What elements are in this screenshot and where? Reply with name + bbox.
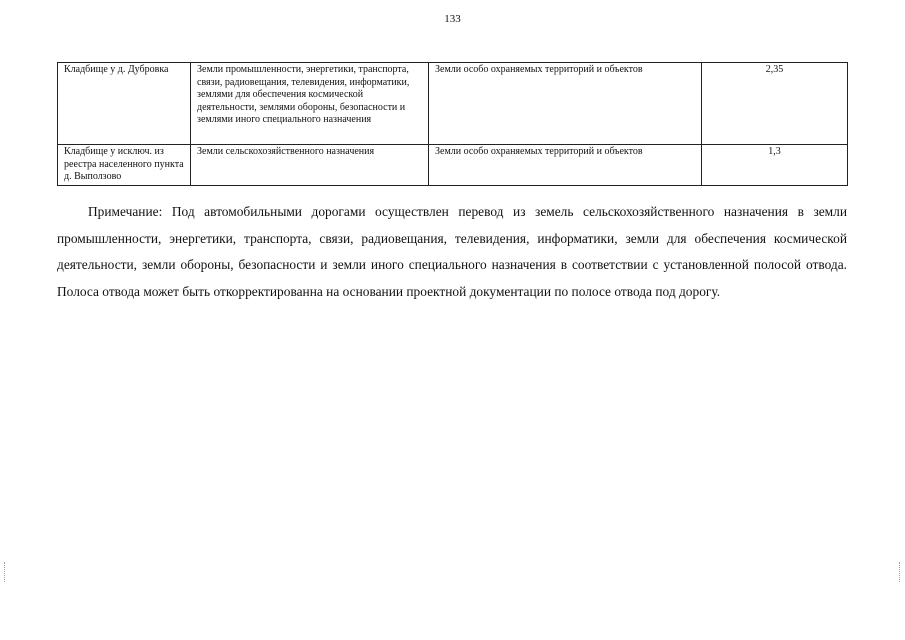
table-row	[58, 145, 848, 186]
area-cell: 1,3	[702, 145, 848, 186]
to-category-cell: Земли особо охраняемых территорий и объектов	[429, 63, 702, 145]
object-name-cell: Кладбище у исключ. из реестра населенного пункта д. Выползово	[58, 145, 191, 186]
note-paragraph: Примечание: Под автомобильными дорогами осуществлен перевод из земель сельскохозяйственного назначения в земли промышленности, энергетики, транспорта, связи, радиовещания, телевидения, информатики, земли для обеспечения космической деятельности, земли обороны, безопасности и земли иного специального назначения в соответствии с установленной полосой отвода. Полоса отвода может быть откорректированна на основании проектной документации по полосе отвода под дорогу.	[57, 204, 847, 299]
table-row	[58, 63, 848, 145]
from-category-cell: Земли сельскохозяйственного назначения	[191, 145, 429, 186]
to-category-cell: Земли особо охраняемых территорий и объектов	[429, 145, 702, 186]
land-transfer-table	[57, 62, 848, 186]
from-category-cell: Земли промышленности, энергетики, транспорта, связи, радиовещания, телевидения, информатики, землями для обеспечения космической деятельности, землями обороны, безопасности и землями иного специального назначения	[191, 63, 429, 145]
area-cell: 2,35	[702, 63, 848, 145]
page-number: 133	[444, 13, 461, 25]
left-margin-mark	[4, 562, 9, 582]
right-margin-mark	[899, 562, 904, 582]
object-name-cell: Кладбище у д. Дубровка	[58, 63, 191, 145]
